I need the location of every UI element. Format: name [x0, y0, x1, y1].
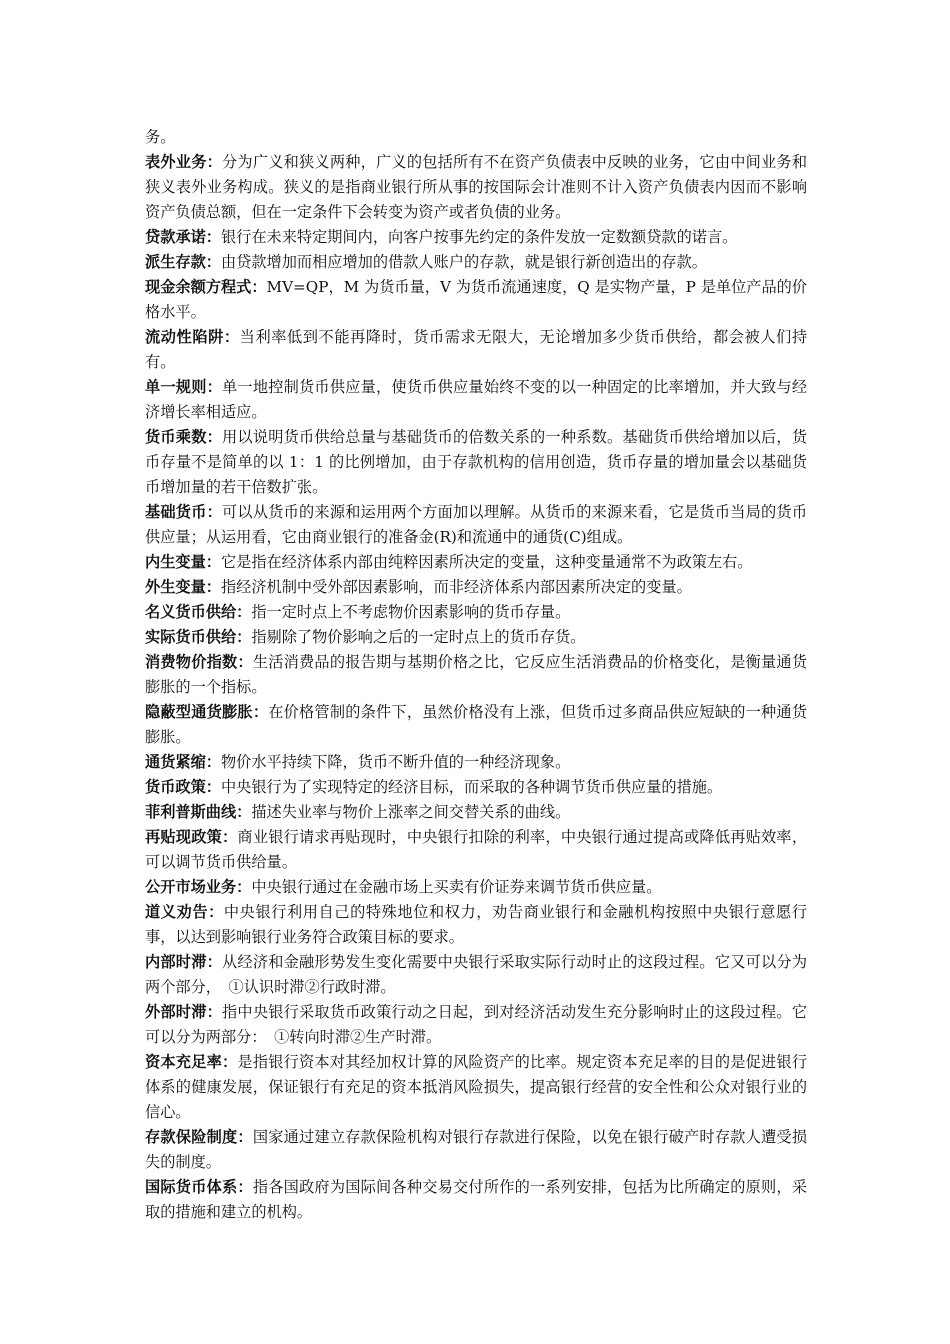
glossary-term: 基础货币 [145, 503, 207, 521]
glossary-term: 外部时滞 [145, 1003, 207, 1021]
glossary-definition: 单一地控制货币供应量，使货币供应量始终不变的以一种固定的比率增加，并大致与经济增长率相适应。 [145, 378, 808, 421]
glossary-definition: 描述失业率与物价上涨率之间交替关系的曲线。 [251, 803, 571, 821]
glossary-definition: 指剔除了物价影响之后的一定时点上的货币存货。 [251, 628, 586, 646]
glossary-definition: 指经济机制中受外部因素影响，而非经济体系内部因素所决定的变量。 [220, 578, 692, 596]
glossary-list [145, 150, 807, 1225]
glossary-definition: 中央银行通过在金融市场上买卖有价证券来调节货币供应量。 [251, 878, 662, 896]
glossary-entry [145, 250, 807, 275]
glossary-term: 菲利普斯曲线 [145, 803, 237, 821]
term-separator: ： [206, 153, 223, 171]
term-separator: ： [205, 228, 221, 246]
glossary-definition: 由贷款增加而相应增加的借款人账户的存款，就是银行新创造出的存款。 [220, 253, 707, 271]
glossary-entry [145, 825, 807, 875]
glossary-entry [145, 875, 807, 900]
term-separator: ： [237, 1128, 253, 1146]
glossary-entry [145, 1000, 807, 1050]
glossary-entry [145, 700, 807, 750]
glossary-definition: 生活消费品的报告期与基期价格之比，它反应生活消费品的价格变化，是衡量通货膨胀的一个指标。 [145, 653, 808, 696]
glossary-term: 内生变量 [145, 553, 206, 571]
glossary-term: 道义劝告 [145, 903, 209, 921]
term-separator: ： [222, 828, 238, 846]
glossary-definition: 分为广义和狭义两种，广义的包括所有不在资产负债表中反映的业务，它由中间业务和狭义表外业务构成。狭义的是指商业银行所从事的按国际会计准则不计入资产负债表内因而不影响资产负债总额，但在一定条件下会转变为资产或者负债的业务。 [145, 153, 808, 221]
document-page [145, 125, 807, 1225]
glossary-entry [145, 1050, 807, 1125]
glossary-definition: 在价格管制的条件下，虽然价格没有上涨，但货币过多商品供应短缺的一种通货膨胀。 [145, 703, 808, 746]
glossary-entry [145, 425, 807, 500]
glossary-entry [145, 575, 807, 600]
glossary-definition: 指一定时点上不考虑物价因素影响的货币存量。 [251, 603, 571, 621]
glossary-definition: 物价水平持续下降，货币不断升值的一种经济现象。 [220, 753, 571, 771]
glossary-definition: 中央银行利用自己的特殊地位和权力，劝告商业银行和金融机构按照中央银行意愿行事，以达到影响银行业务符合政策目标的要求。 [145, 903, 808, 946]
glossary-entry [145, 775, 807, 800]
glossary-definition: 是指银行资本对其经加权计算的风险资产的比率。规定资本充足率的目的是促进银行体系的健康发展，保证银行有充足的资本抵消风险损失，提高银行经营的安全性和公众对银行业的信心。 [145, 1053, 808, 1121]
term-separator: ： [237, 1178, 253, 1196]
glossary-definition: 当利率低到不能再降时，货币需求无限大，无论增加多少货币供给，都会被人们持有。 [145, 328, 808, 371]
glossary-entry [145, 325, 807, 375]
term-separator: ： [236, 803, 252, 821]
glossary-entry [145, 750, 807, 775]
glossary-term: 消费物价指数 [145, 653, 238, 671]
glossary-term: 资本充足率 [145, 1053, 223, 1071]
term-separator: ： [206, 503, 223, 521]
glossary-entry [145, 900, 807, 950]
glossary-term: 存款保险制度 [145, 1128, 238, 1146]
term-separator: ： [208, 903, 224, 921]
term-separator: ： [236, 603, 252, 621]
glossary-term: 表外业务 [145, 153, 207, 171]
glossary-definition: 用以说明货币供给总量与基础货币的倍数关系的一种系数。基础货币供给增加以后，货币存量不是简单的以 1：1 的比例增加，由于存款机构的信用创造，货币存量的增加量会以基础货币增加量的若干倍数扩张。 [145, 428, 808, 496]
glossary-entry [145, 225, 807, 250]
term-separator: ： [206, 378, 223, 396]
term-separator: ： [206, 1003, 223, 1021]
glossary-entry [145, 1175, 807, 1225]
term-separator: ： [222, 1053, 238, 1071]
term-separator: ： [205, 753, 221, 771]
glossary-term: 内部时滞 [145, 953, 207, 971]
glossary-term: 流动性陷阱 [145, 328, 224, 346]
term-separator: ： [223, 328, 240, 346]
term-separator: ： [251, 278, 267, 296]
glossary-definition: 指各国政府为国际间各种交易交付所作的一系列安排，包括为比所确定的原则，采取的措施和建立的机构。 [145, 1178, 808, 1221]
glossary-term: 货币乘数 [145, 428, 207, 446]
glossary-definition: 可以从货币的来源和运用两个方面加以理解。从货币的来源来看，它是货币当局的货币供应量；从运用看，它由商业银行的准备金(R)和流通中的通货(C)组成。 [145, 503, 808, 546]
glossary-definition: 银行在未来特定期间内，向客户按事先约定的条件发放一定数额贷款的诺言。 [220, 228, 738, 246]
term-separator: ： [206, 428, 223, 446]
glossary-entry [145, 625, 807, 650]
term-separator: ： [205, 553, 221, 571]
term-separator: ： [205, 253, 221, 271]
glossary-term: 外生变量 [145, 578, 206, 596]
glossary-entry [145, 600, 807, 625]
glossary-term: 通货紧缩 [145, 753, 206, 771]
glossary-entry [145, 550, 807, 575]
glossary-entry [145, 950, 807, 1000]
glossary-definition: MV=QP，M 为货币量，V 为货币流通速度，Q 是实物产量，P 是单位产品的价格水平。 [145, 278, 808, 321]
glossary-term: 名义货币供给 [145, 603, 237, 621]
glossary-term: 隐蔽型通货膨胀 [145, 703, 253, 721]
term-separator: ： [236, 878, 252, 896]
term-separator: ： [236, 628, 252, 646]
glossary-entry [145, 650, 807, 700]
term-separator: ： [205, 578, 221, 596]
glossary-definition: 中央银行为了实现特定的经济目标，而采取的各种调节货币供应量的措施。 [220, 778, 723, 796]
glossary-definition: 国家通过建立存款保险机构对银行存款进行保险，以免在银行破产时存款人遭受损失的制度。 [145, 1128, 808, 1171]
glossary-entry [145, 275, 807, 325]
glossary-entry [145, 375, 807, 425]
term-separator: ： [237, 653, 253, 671]
glossary-term: 单一规则 [145, 378, 207, 396]
glossary-term: 国际货币体系 [145, 1178, 238, 1196]
glossary-term: 公开市场业务 [145, 878, 237, 896]
glossary-definition: 指中央银行采取货币政策行动之日起，到对经济活动发生充分影响时止的这段过程。它可以分为两部分： ①转向时滞②生产时滞。 [145, 1003, 808, 1046]
glossary-entry [145, 500, 807, 550]
glossary-term: 货币政策 [145, 778, 206, 796]
glossary-entry [145, 1125, 807, 1175]
glossary-term: 派生存款 [145, 253, 206, 271]
term-separator: ： [205, 778, 221, 796]
glossary-definition: 它是指在经济体系内部由纯粹因素所决定的变量，这种变量通常不为政策左右。 [220, 553, 753, 571]
glossary-definition: 商业银行请求再贴现时，中央银行扣除的利率，中央银行通过提高或降低再贴效率，可以调节货币供给量。 [145, 828, 808, 871]
lead-text: 务。 [145, 128, 176, 146]
glossary-term: 现金余额方程式 [145, 278, 252, 296]
term-separator: ： [206, 953, 223, 971]
glossary-term: 贷款承诺 [145, 228, 206, 246]
term-separator: ： [252, 703, 269, 721]
glossary-term: 再贴现政策 [145, 828, 223, 846]
glossary-term: 实际货币供给 [145, 628, 237, 646]
glossary-entry [145, 150, 807, 225]
glossary-entry [145, 800, 807, 825]
glossary-definition: 从经济和金融形势发生变化需要中央银行采取实际行动时止的这段过程。它又可以分为两个部分， ①认识时滞②行政时滞。 [145, 953, 808, 996]
